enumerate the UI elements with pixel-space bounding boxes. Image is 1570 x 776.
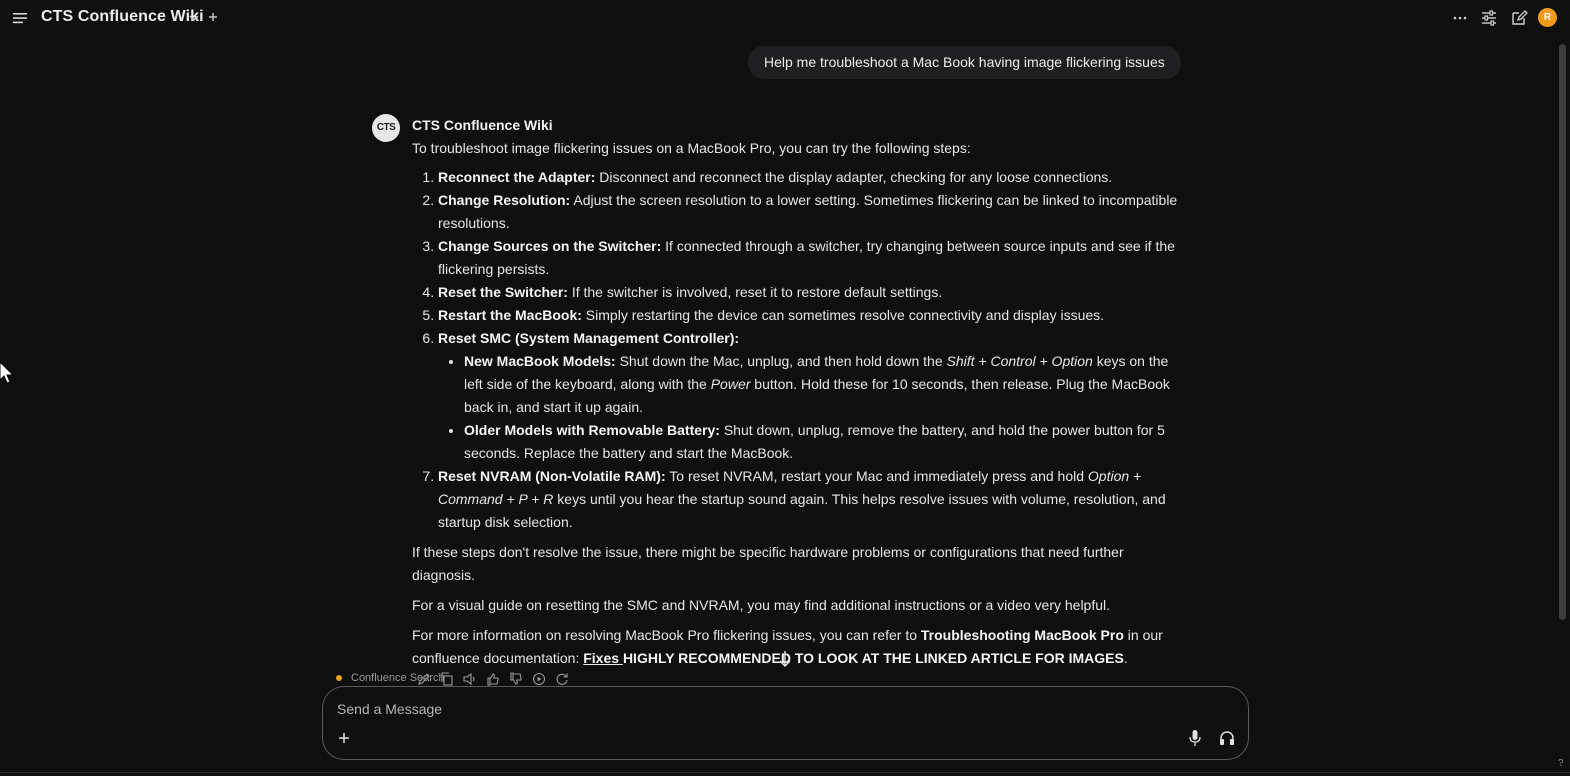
thumbs-up-icon[interactable] bbox=[486, 672, 500, 686]
play-icon[interactable] bbox=[532, 672, 546, 686]
step-item: 4. Reset the Switcher: If the switcher is involved, reset it to restore default settings. bbox=[438, 281, 1182, 304]
bot-avatar: CTS bbox=[372, 114, 400, 142]
copy-icon[interactable] bbox=[440, 672, 454, 686]
microphone-icon[interactable] bbox=[1187, 729, 1203, 747]
step-item: 1. Reconnect the Adapter: Disconnect and reconnect the display adapter, checking for any loose connections. bbox=[438, 166, 1182, 189]
headphones-icon[interactable] bbox=[1218, 729, 1236, 747]
more-icon[interactable] bbox=[1451, 9, 1469, 27]
chevron-down-icon[interactable] bbox=[187, 11, 201, 25]
status-dot bbox=[336, 675, 342, 681]
speaker-icon[interactable] bbox=[463, 672, 477, 686]
edit-message-icon[interactable] bbox=[417, 672, 431, 686]
bottom-divider bbox=[0, 772, 1570, 773]
step-item: 3. Change Sources on the Switcher: If connected through a switcher, try changing between source inputs and see if the flickering persists. bbox=[438, 235, 1182, 281]
step-item: 5. Restart the MacBook: Simply restarting the device can sometimes resolve connectivity and display issues. bbox=[438, 304, 1182, 327]
step-item: 7. Reset NVRAM (Non-Volatile RAM): To reset NVRAM, restart your Mac and immediately press and hold Option + Command + P + R keys until you hear the startup sound again. This helps resolve issues with volume, resolution, and startup disk selection. bbox=[438, 465, 1182, 534]
answer-paragraph: If these steps don't resolve the issue, there might be specific hardware problems or configurations that need further diagnosis. bbox=[412, 544, 1124, 583]
bot-name: CTS Confluence Wiki bbox=[412, 117, 553, 133]
sub-item: • New MacBook Models: Shut down the Mac, unplug, and then hold down the Shift + Control + Option keys on the left side of the keyboard, along with the Power button. Hold these for 10 seconds, then release. Plug the MacBook back in, and start it up again. bbox=[464, 350, 1182, 419]
user-avatar[interactable]: R bbox=[1538, 8, 1557, 27]
user-message-bubble: Help me troubleshoot a Mac Book having image flickering issues bbox=[748, 46, 1181, 79]
top-bar bbox=[0, 0, 1570, 36]
message-composer bbox=[322, 686, 1249, 760]
message-input[interactable] bbox=[337, 699, 1137, 719]
status-text: Confluence Search bbox=[351, 672, 445, 684]
sub-item: • Older Models with Removable Battery: Shut down, unplug, remove the battery, and hold the power button for 5 seconds. Replace the battery and start the MacBook. bbox=[464, 419, 1182, 465]
step-item: 6. Reset SMC (System Management Controller): • New MacBook Models: Shut down the Mac, unplug, and then hold down the Shift + Control + Option keys on the left side of the keyboard, along with the Power button. Hold these for 10 seconds, then release. Plug the MacBook back in, and start it up again. • Older Models with Removable Battery: Shut down, unplug, remove the battery, and hold the power button for 5 seconds. Replace the battery and start the MacBook. bbox=[438, 327, 1182, 465]
help-mark[interactable]: ? bbox=[1558, 758, 1564, 769]
mouse-cursor-icon bbox=[0, 360, 14, 384]
app-title[interactable]: CTS Confluence Wiki bbox=[41, 8, 204, 25]
bot-answer bbox=[412, 137, 1182, 670]
smc-sub-list bbox=[438, 350, 1182, 465]
steps-list bbox=[412, 166, 1182, 534]
answer-paragraph: For more information on resolving MacBook Pro flickering issues, you can refer to Troubleshooting MacBook Pro in our confluence documentation: Fixes HIGHLY RECOMMENDED TO LOOK AT THE LINKED ARTICLE FOR IMAGES. bbox=[412, 627, 1163, 666]
answer-intro: To troubleshoot image flickering issues on a MacBook Pro, you can try the following steps: bbox=[412, 140, 971, 156]
regenerate-icon[interactable] bbox=[555, 672, 569, 686]
scroll-down-icon[interactable] bbox=[778, 650, 792, 668]
sliders-icon[interactable] bbox=[1480, 9, 1498, 27]
step-item: 2. Change Resolution: Adjust the screen resolution to a lower setting. Sometimes flickering can be linked to incompatible resolutions. bbox=[438, 189, 1182, 235]
new-chat-plus-icon[interactable] bbox=[206, 10, 220, 24]
menu-icon[interactable] bbox=[12, 10, 30, 26]
edit-icon[interactable] bbox=[1510, 9, 1528, 27]
answer-paragraph: For a visual guide on resetting the SMC and NVRAM, you may find additional instructions or a video very helpful. bbox=[412, 597, 1111, 613]
scrollbar-thumb[interactable] bbox=[1559, 44, 1566, 620]
thumbs-down-icon[interactable] bbox=[509, 672, 523, 686]
plus-icon[interactable] bbox=[337, 731, 351, 745]
fixes-link[interactable]: Fixes bbox=[583, 650, 623, 666]
